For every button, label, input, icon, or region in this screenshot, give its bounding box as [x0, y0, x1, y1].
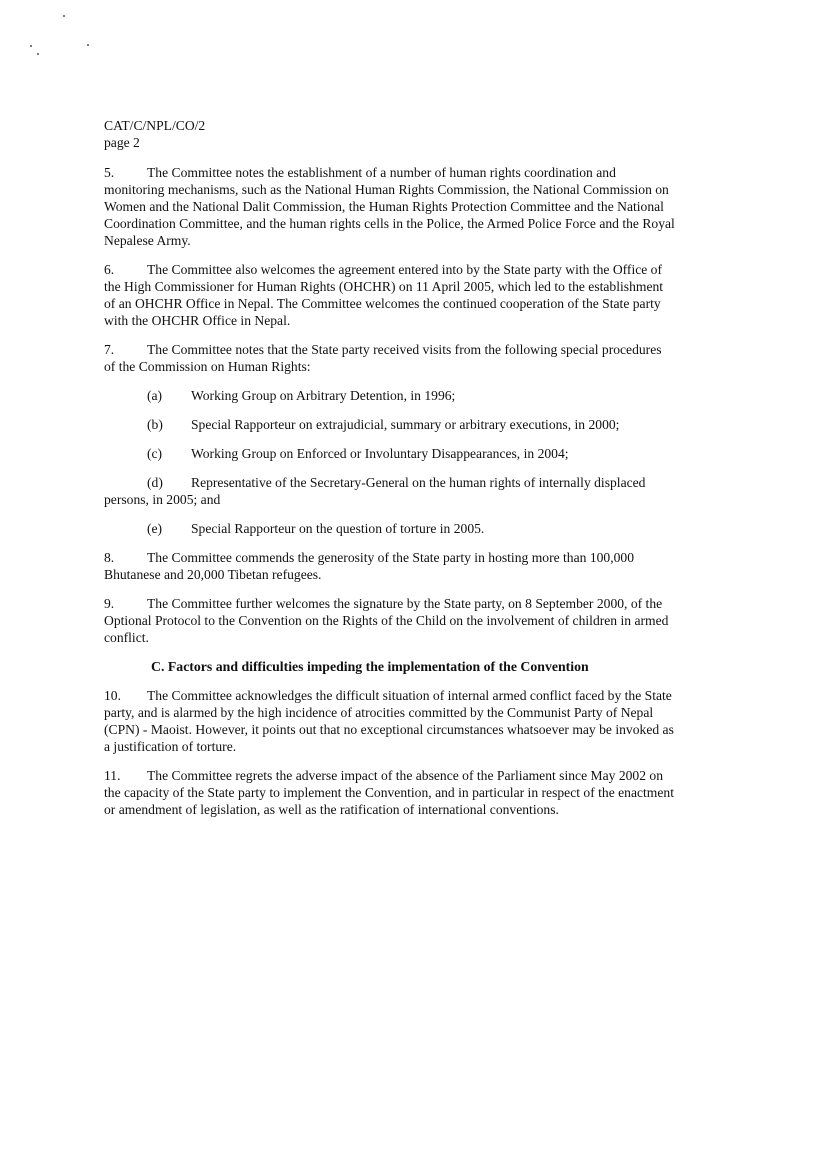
paragraph-6 [104, 261, 676, 329]
paragraph-number: 10. [104, 688, 121, 703]
list-item-text: Special Rapporteur on the question of torture in 2005. [191, 521, 485, 536]
paragraph-number: 11. [104, 768, 121, 783]
paragraph-text: The Committee also welcomes the agreement entered into by the State party with the Office of the High Commissioner for Human Rights (OHCHR) on 11 April 2005, which led to the establishment of an OHCHR Office in Nepal. The Committee welcomes the continued cooperation of the State party with the OHCHR Office in Nepal. [104, 262, 664, 328]
list-item-a [104, 387, 676, 404]
paragraph-number: 5. [104, 165, 115, 180]
document-symbol: CAT/C/NPL/CO/2 [104, 118, 206, 133]
paragraph-number: 8. [104, 550, 115, 565]
list-item-label: (c) [147, 446, 163, 461]
list-item-label: (b) [147, 417, 163, 432]
list-item-text: Working Group on Enforced or Involuntary Disappearances, in 2004; [191, 446, 569, 461]
list-item-label: (a) [147, 388, 163, 403]
paragraph-text: The Committee notes that the State party received visits from the following special procedures of the Commission on Human Rights: [104, 342, 662, 374]
document-header [104, 117, 676, 151]
list-item-b [104, 416, 676, 433]
paragraph-text: The Committee acknowledges the difficult situation of internal armed conflict faced by the State party, and is alarmed by the high incidence of atrocities committed by the Communist Party of Nepal (CPN) - Maoist. However, it points out that no exceptional circumstances whatsoever may be invoked as a justification of torture. [104, 688, 674, 754]
scan-speck [30, 45, 32, 47]
list-item-d [104, 474, 676, 508]
document-body [104, 117, 676, 830]
paragraph-number: 9. [104, 596, 115, 611]
paragraph-text: The Committee commends the generosity of the State party in hosting more than 100,000 Bhutanese and 20,000 Tibetan refugees. [104, 550, 635, 582]
paragraph-text: The Committee notes the establishment of a number of human rights coordination and monitoring mechanisms, such as the National Human Rights Commission, the National Commission on Women and the National Dalit Commission, the Human Rights Protection Committee and the National Coordination Committee, and the human rights cells in the Police, the Armed Police Force and the Royal Nepalese Army. [104, 165, 675, 248]
list-item-text: Special Rapporteur on extrajudicial, summary or arbitrary executions, in 2000; [191, 417, 620, 432]
page-number: page 2 [104, 135, 140, 150]
list-item-e [104, 520, 676, 537]
scan-speck [87, 44, 89, 46]
list-item-label: (d) [147, 475, 163, 490]
paragraph-5 [104, 164, 676, 249]
section-heading: C. Factors and difficulties impeding the implementation of the Convention [151, 659, 589, 674]
paragraph-7 [104, 341, 676, 375]
list-item-text: Working Group on Arbitrary Detention, in 1996; [191, 388, 456, 403]
paragraph-9 [104, 595, 676, 646]
list-item-text: Representative of the Secretary-General on the human rights of internally displaced persons, in 2005; and [104, 475, 646, 507]
paragraph-10 [104, 687, 676, 755]
paragraph-11 [104, 767, 676, 818]
paragraph-text: The Committee further welcomes the signature by the State party, on 8 September 2000, of the Optional Protocol to the Convention on the Rights of the Child on the involvement of children in armed conflict. [104, 596, 669, 645]
paragraph-number: 6. [104, 262, 115, 277]
scan-speck [63, 15, 65, 17]
scan-speck [37, 53, 39, 55]
paragraph-8 [104, 549, 676, 583]
paragraph-number: 7. [104, 342, 115, 357]
list-item-label: (e) [147, 521, 163, 536]
list-item-c [104, 445, 676, 462]
paragraph-text: The Committee regrets the adverse impact of the absence of the Parliament since May 2002 on the capacity of the State party to implement the Convention, and in particular in respect of the enactment or amendment of legislation, as well as the ratification of international conventions. [104, 768, 674, 817]
